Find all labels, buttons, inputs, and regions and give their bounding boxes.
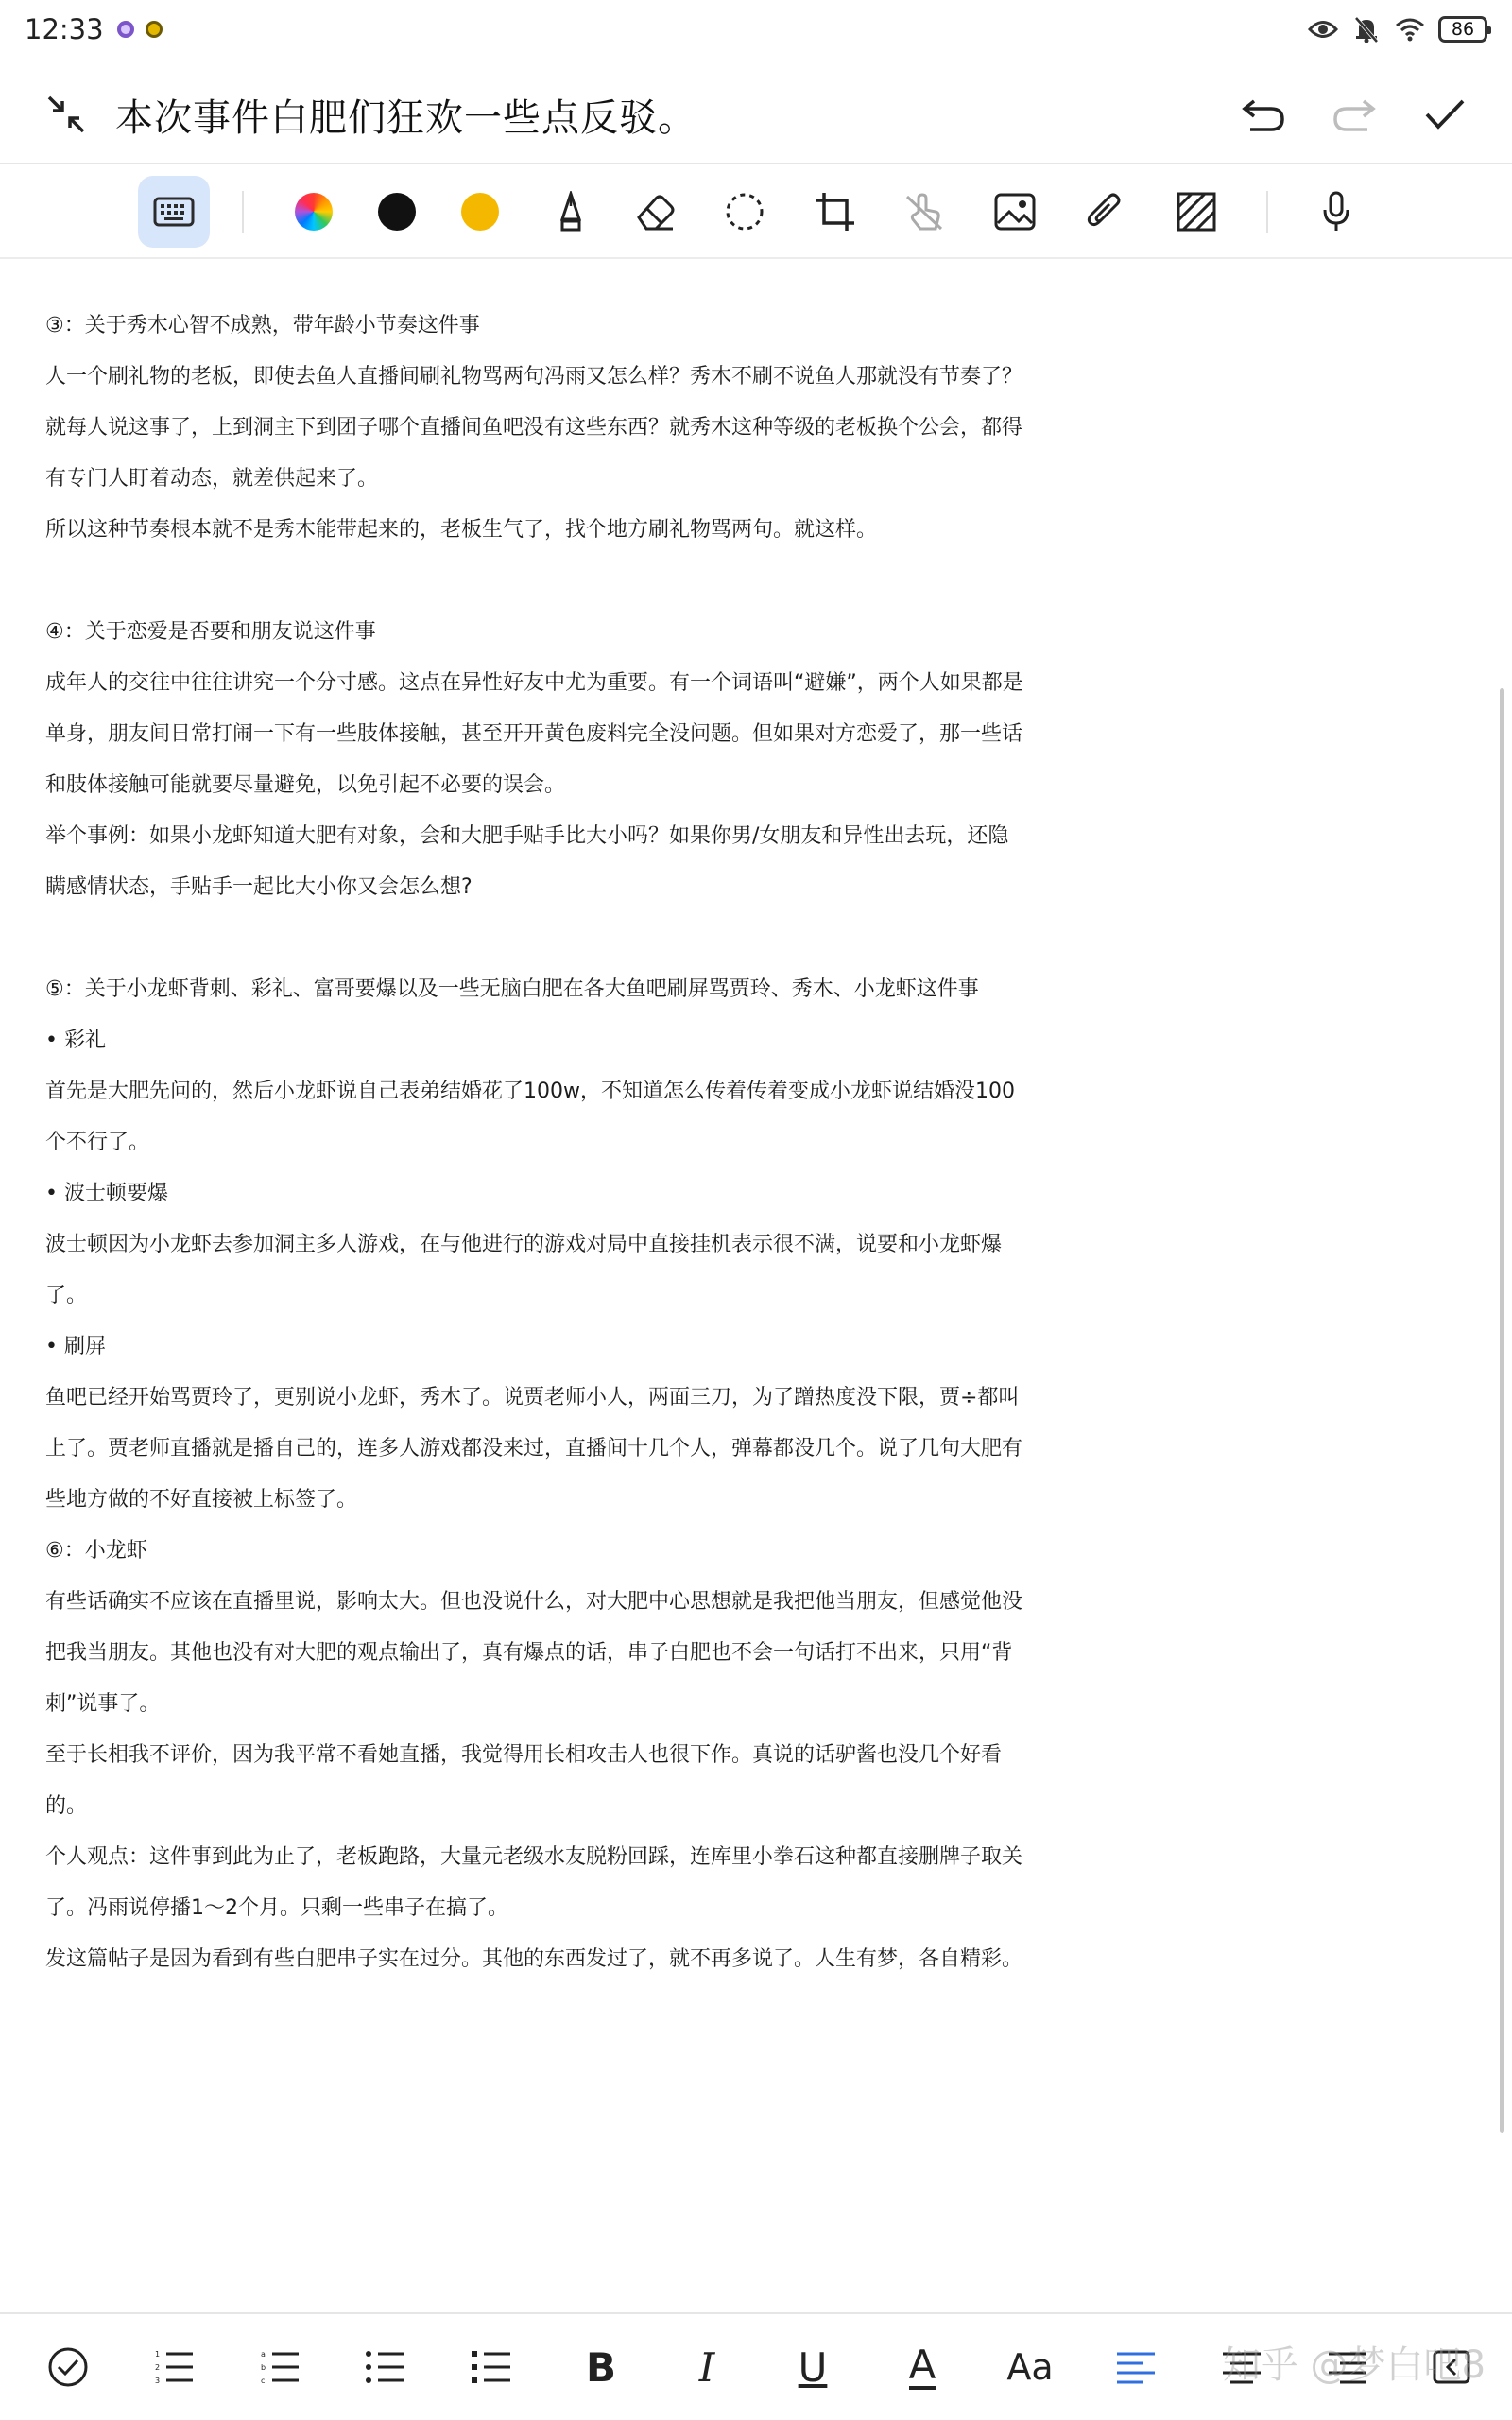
wifi-icon <box>1395 15 1425 43</box>
background-pattern-button[interactable] <box>1160 176 1232 248</box>
keyboard-tool-button[interactable] <box>138 176 210 248</box>
svg-text:b: b <box>261 2363 266 2372</box>
title-bar <box>0 66 1512 164</box>
text-line: 举个事例：如果小龙虾知道大肥有对象，会和大肥手贴手比大小吗？如果你男/女朋友和异性出去玩，还隐 <box>45 824 1009 848</box>
svg-text:1: 1 <box>155 2350 161 2359</box>
text-line: 首先是大肥先问的，然后小龙虾说自己表弟结婚花了100w，不知道怎么传着传着变成小龙虾说结婚没100 <box>45 1080 1015 1103</box>
confirm-check-button[interactable] <box>1416 85 1474 144</box>
checklist-button[interactable] <box>34 2333 102 2401</box>
svg-text:3: 3 <box>155 2377 161 2385</box>
note-title[interactable]: 本次事件白肥们狂欢一些点反驳。 <box>115 95 696 140</box>
text-line: ⑤：关于小龙虾背刺、彩礼、富哥要爆以及一些无脑白肥在各大鱼吧刷屏骂贾玲、秀木、小龙虾这件事 <box>45 977 979 1001</box>
text-line: 上了。贾老师直播就是播自己的，连多人游戏都没来过，直播间十几个人，弹幕都没几个。说了几句大肥有 <box>45 1437 1023 1461</box>
text-line: ④：关于恋爱是否要和朋友说这件事 <box>45 620 376 644</box>
font-color-label: A <box>908 2342 936 2388</box>
tool-bar <box>0 164 1512 259</box>
text-line: 和肢体接触可能就要尽量避免，以免引起不必要的误会。 <box>45 773 566 797</box>
mute-bell-icon <box>1351 15 1382 43</box>
eraser-tool-button[interactable] <box>618 176 690 248</box>
undo-button[interactable] <box>1234 85 1293 144</box>
status-bar <box>0 0 1512 59</box>
text-line: 发这篇帖子是因为看到有些白肥串子实在过分。其他的东西发过了，就不再多说了。人生有梦，各自精彩。 <box>45 1947 1023 1971</box>
eye-icon <box>1308 15 1338 43</box>
text-line: 有专门人盯着动态，就差供起来了。 <box>45 467 379 491</box>
text-line: 刺”说事了。 <box>45 1692 161 1716</box>
bullet-list-button[interactable] <box>352 2333 420 2401</box>
color-palette-button[interactable] <box>278 176 350 248</box>
app-notification-icon-2 <box>146 21 163 38</box>
text-line: 单身，朋友间日常打闹一下有一些肢体接触，甚至开开黄色废料完全没问题。但如果对方恋爱了，那一些话 <box>45 722 1023 746</box>
app-notification-icon <box>117 21 134 38</box>
pen-color-black-button[interactable] <box>361 176 433 248</box>
blank-line <box>45 913 1472 964</box>
lasso-select-button[interactable] <box>709 176 781 248</box>
text-line: • 刷屏 <box>45 1335 106 1358</box>
svg-text:a: a <box>261 2350 266 2359</box>
note-content-editor[interactable] <box>45 301 1472 1985</box>
text-line: 波士顿因为小龙虾去参加洞主多人游戏，在与他进行的游戏对局中直接挂机表示很不满，说要和小龙虾爆 <box>45 1233 1003 1256</box>
pen-color-yellow-button[interactable] <box>444 176 516 248</box>
text-line: 就每人说这事了，上到洞主下到团子哪个直播间鱼吧没有这些东西？就秀木这种等级的老板换个公会，都得 <box>45 416 1023 440</box>
svg-text:2: 2 <box>155 2363 161 2372</box>
text-line: 个人观点：这件事到此为止了，老板跑路，大量元老级水友脱粉回踩，连库里小拳石这种都直接删牌子取关 <box>45 1845 1023 1869</box>
bold-button[interactable]: B <box>585 2343 616 2391</box>
text-line: 有些话确实不应该在直播里说，影响太大。但也没说什么，对大肥中心思想就是我把他当朋友，但感觉他没 <box>45 1590 1023 1614</box>
font-size-button[interactable]: Aa <box>1006 2346 1054 2388</box>
text-line: 的。 <box>45 1794 88 1818</box>
text-line: • 彩礼 <box>45 1028 106 1052</box>
color-wheel-icon <box>295 193 333 231</box>
italic-button[interactable]: I <box>698 2343 715 2391</box>
text-line: 人一个刷礼物的老板，即使去鱼人直播间刷礼物骂两句冯雨又怎么样？秀木不刷不说鱼人那就没有节奏了？ <box>45 365 1023 389</box>
text-line: 鱼吧已经开始骂贾玲了，更别说小龙虾，秀木了。说贾老师小人，两面三刀，为了蹭热度没下限，贾÷都叫 <box>45 1386 1020 1409</box>
text-line: 至于长相我不评价，因为我平常不看她直播，我觉得用长相攻击人也很下作。真说的话驴酱也没几个好看 <box>45 1743 1003 1767</box>
microphone-button[interactable] <box>1300 176 1372 248</box>
status-time: 12:33 <box>25 13 104 45</box>
align-left-button[interactable] <box>1102 2333 1170 2401</box>
lettered-list-button[interactable] <box>246 2333 314 2401</box>
text-line: 个不行了。 <box>45 1131 150 1154</box>
pen-tool-button[interactable] <box>535 176 607 248</box>
text-line: 成年人的交往中往往讲究一个分寸感。这点在异性好友中尤为重要。有一个词语叫“避嫌”，两个人如果都是 <box>45 671 1023 695</box>
toolbar-divider-2 <box>1266 191 1268 233</box>
numbered-list-button[interactable] <box>140 2333 208 2401</box>
black-color-swatch <box>378 193 416 231</box>
text-line: 了。 <box>45 1284 88 1307</box>
text-line: 些地方做的不好直接被上标签了。 <box>45 1488 358 1512</box>
finger-draw-disabled-icon[interactable] <box>888 176 960 248</box>
scrollbar[interactable] <box>1500 688 1504 2133</box>
svg-text:c: c <box>261 2377 266 2385</box>
text-line: ③：关于秀木心智不成熟，带年龄小节奏这件事 <box>45 314 480 337</box>
watermark: 知乎 @梦白吧8 <box>1222 2343 1486 2387</box>
image-insert-button[interactable] <box>979 176 1051 248</box>
square-bullet-list-button[interactable] <box>457 2333 525 2401</box>
text-line: 了。冯雨说停播1～2个月。只剩一些串子在搞了。 <box>45 1896 508 1920</box>
blank-line <box>45 556 1472 607</box>
battery-indicator: 86 <box>1438 16 1487 43</box>
text-line: • 波士顿要爆 <box>45 1182 168 1205</box>
text-line: 把我当朋友。其他也没有对大肥的观点输出了，真有爆点的话，串子白肥也不会一句话打不出来，只用“背 <box>45 1641 1013 1665</box>
font-color-button[interactable] <box>888 2333 956 2401</box>
toolbar-divider <box>242 191 244 233</box>
yellow-color-swatch <box>461 193 499 231</box>
attachment-button[interactable] <box>1068 176 1140 248</box>
redo-button[interactable] <box>1325 85 1383 144</box>
text-line: 瞒感情状态，手贴手一起比大小你又会怎么想? <box>45 875 472 899</box>
underline-button[interactable]: U <box>798 2343 828 2391</box>
text-line: ⑥：小龙虾 <box>45 1539 147 1563</box>
crop-tool-button[interactable] <box>799 176 871 248</box>
text-line: 所以这种节奏根本就不是秀木能带起来的，老板生气了，找个地方刷礼物骂两句。就这样。 <box>45 518 878 542</box>
collapse-icon[interactable] <box>38 86 94 143</box>
